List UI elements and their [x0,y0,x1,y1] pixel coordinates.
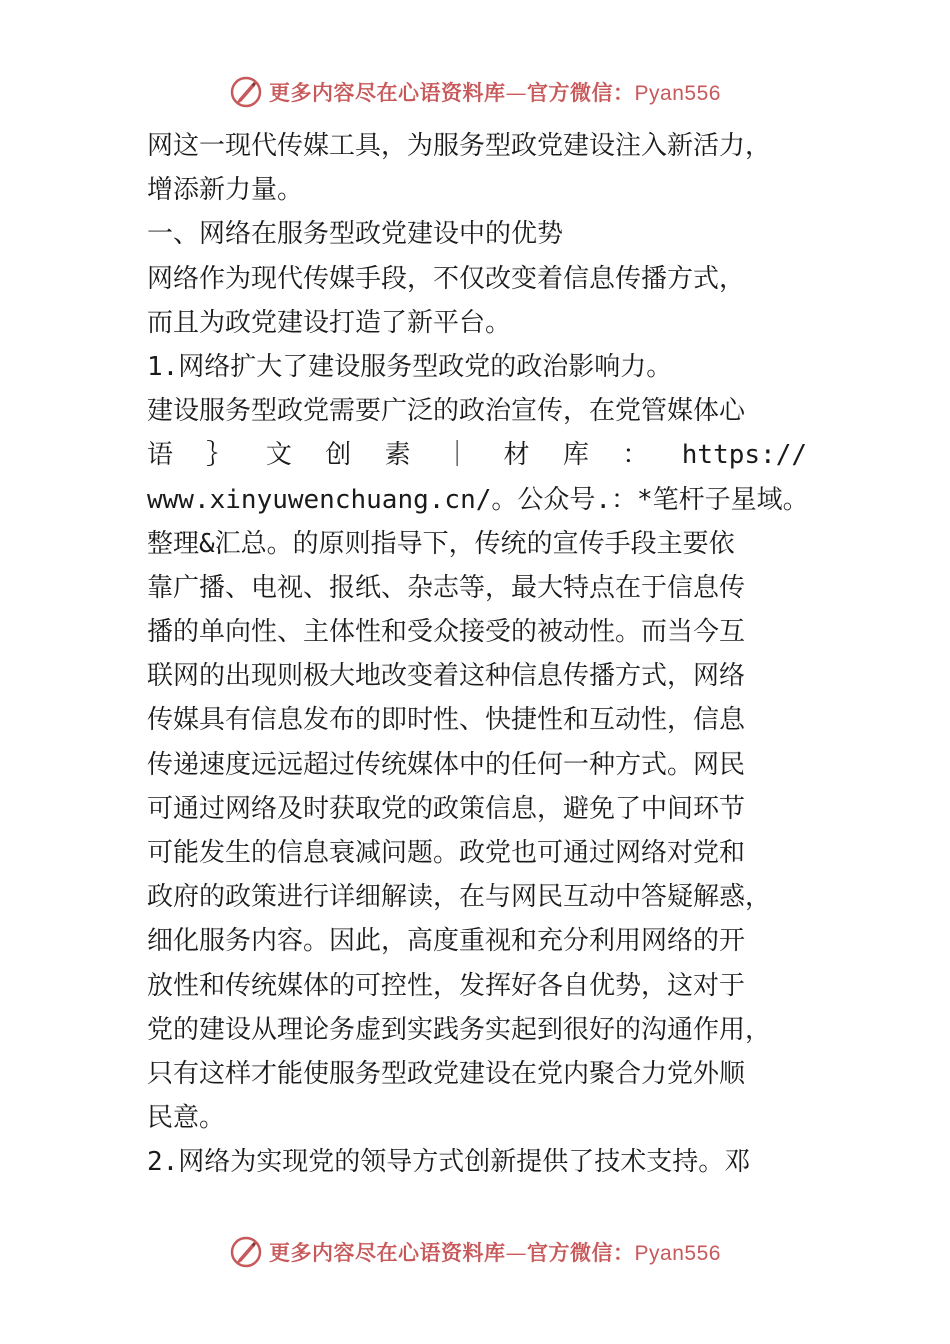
text-line: 整理&汇总。的原则指导下，传统的宣传手段主要依 [147,528,735,559]
text-line: 网络作为现代传媒手段，不仅改变着信息传播方式， [147,263,746,294]
document-body [147,124,807,1185]
text-line: 联网的出现则极大地改变着这种信息传播方式，网络 [147,661,746,692]
text-line: 增添新力量。 [147,175,304,206]
text-line: 播的单向性、主体性和受众接受的被动性。而当今互 [147,617,746,648]
banner-text [269,77,721,107]
text-line: 建设服务型政党需要广泛的政治宣传，在党管媒体心 [147,396,746,427]
banner-wechat-id: Pyan556 [634,82,721,105]
banner-wechat-id: Pyan556 [634,1242,721,1265]
text-line: 党的建设从理论务虚到实践务实起到很好的沟通作用， [147,1014,772,1045]
text-line: 传递速度远远超过传统媒体中的任何一种方式。网民 [147,749,746,780]
banner-prefix: 更多内容尽在心语资料库 [269,1240,506,1265]
footer-banner [0,1232,950,1272]
banner-wechat-label: 官方微信： [527,80,635,105]
text-line: 放性和传统媒体的可控性，发挥好各自优势，这对于 [147,970,746,1001]
text-line: 政府的政策进行详细解读，在与网民互动中答疑解惑， [147,882,772,913]
text-line: 网这一现代传媒工具，为服务型政党建设注入新活力， [147,131,772,161]
text-line: 细化服务内容。因此，高度重视和充分利用网络的开 [147,926,746,957]
text-line: 而且为政党建设打造了新平台。 [147,307,512,338]
text-line: 语 ｝ 文 创 素 ｜ 材 库 ： https:// [147,440,807,471]
section-heading: 一、网络在服务型政党建设中的优势 [147,219,564,250]
text-line: 民意。 [147,1103,226,1134]
banner-wechat-label: 官方微信： [527,1240,635,1265]
text-line: 传媒具有信息发布的即时性、快捷性和互动性，信息 [147,705,746,736]
brush-logo-icon [229,1235,263,1269]
text-line: www.xinyuwenchuang.cn/。公众号.：*笔杆子星域。 [147,484,809,515]
text-line: 靠广播、电视、报纸、杂志等，最大特点在于信息传 [147,572,746,603]
subsection-heading: 2.网络为实现党的领导方式创新提供了技术支持。邓 [147,1147,751,1178]
banner-dash: — [505,1241,528,1265]
header-banner [0,72,950,112]
banner-prefix: 更多内容尽在心语资料库 [269,80,506,105]
text-line: 只有这样才能使服务型政党建设在党内聚合力党外顺 [147,1058,746,1089]
brush-logo-icon [229,75,263,109]
banner-dash: — [505,81,528,105]
subsection-heading: 1.网络扩大了建设服务型政党的政治影响力。 [147,351,673,382]
text-line: 可能发生的信息衰减问题。政党也可通过网络对党和 [147,838,746,868]
text-line: 可通过网络及时获取党的政策信息，避免了中间环节 [147,793,746,824]
banner-text [269,1237,721,1267]
